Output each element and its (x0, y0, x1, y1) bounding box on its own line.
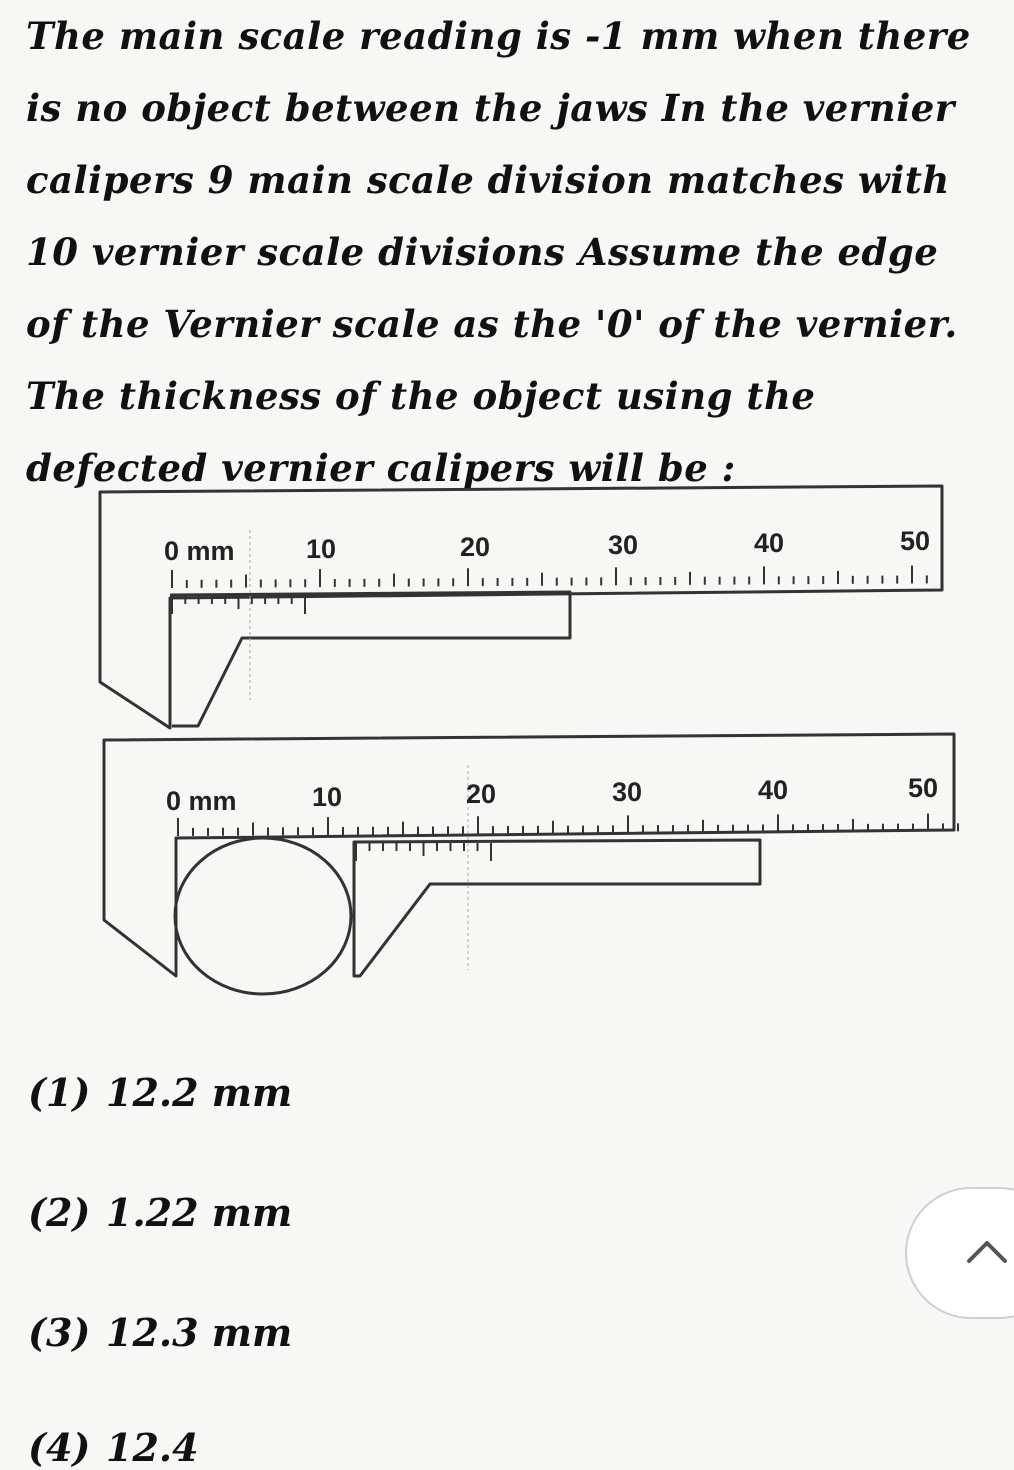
lower-scale-label-50: 50 (908, 773, 939, 803)
lower-vernier-ticks (356, 843, 491, 861)
option-1-number: (1) (28, 1070, 91, 1115)
option-4-number: (4) (28, 1425, 91, 1470)
vernier-caliper-drawing (90, 470, 970, 1020)
upper-vernier-slide (170, 592, 570, 726)
lower-scale-label-0: 0 mm (166, 786, 237, 816)
option-2-value: 1.22 mm (106, 1190, 293, 1235)
option-1-value: 12.2 mm (106, 1070, 293, 1115)
upper-scale-label-0: 0 mm (164, 536, 235, 566)
question-text: The main scale reading is -1 mm when there is no object between the jaws In the vernier calipers 9 main scale division matches with 10 vernier scale divisions Assume the edge of the Vernier scale as the '0' of the vernier. The thickness of the object using the defected vernier calipers will be : (26, 14, 971, 490)
lower-vernier-slide (354, 840, 760, 976)
option-1[interactable] (28, 1070, 292, 1115)
option-3-value: 12.3 mm (106, 1310, 293, 1355)
upper-scale-label-10: 10 (306, 534, 337, 564)
upper-scale-label-50: 50 (900, 526, 931, 556)
upper-main-scale-ticks (172, 566, 942, 589)
option-2-number: (2) (28, 1190, 91, 1235)
lower-main-scale-body (104, 734, 954, 976)
scroll-to-top-button[interactable] (905, 1187, 1014, 1319)
vernier-caliper-figure (90, 470, 970, 1020)
lower-scale-label-20: 20 (466, 779, 497, 809)
lower-scale-label-40: 40 (758, 775, 789, 805)
chevron-up-icon (965, 1235, 1009, 1265)
lower-scale-label-10: 10 (312, 782, 343, 812)
upper-scale-label-40: 40 (754, 528, 785, 558)
upper-scale-label-30: 30 (608, 530, 639, 560)
option-4[interactable] (28, 1425, 199, 1470)
lower-scale-label-30: 30 (612, 777, 643, 807)
upper-scale-label-20: 20 (460, 532, 491, 562)
option-3-number: (3) (28, 1310, 91, 1355)
upper-main-scale-body (100, 486, 942, 728)
measured-object (175, 838, 351, 994)
option-3[interactable] (28, 1310, 292, 1355)
option-2[interactable] (28, 1190, 292, 1235)
option-4-value: 12.4 (106, 1425, 199, 1470)
